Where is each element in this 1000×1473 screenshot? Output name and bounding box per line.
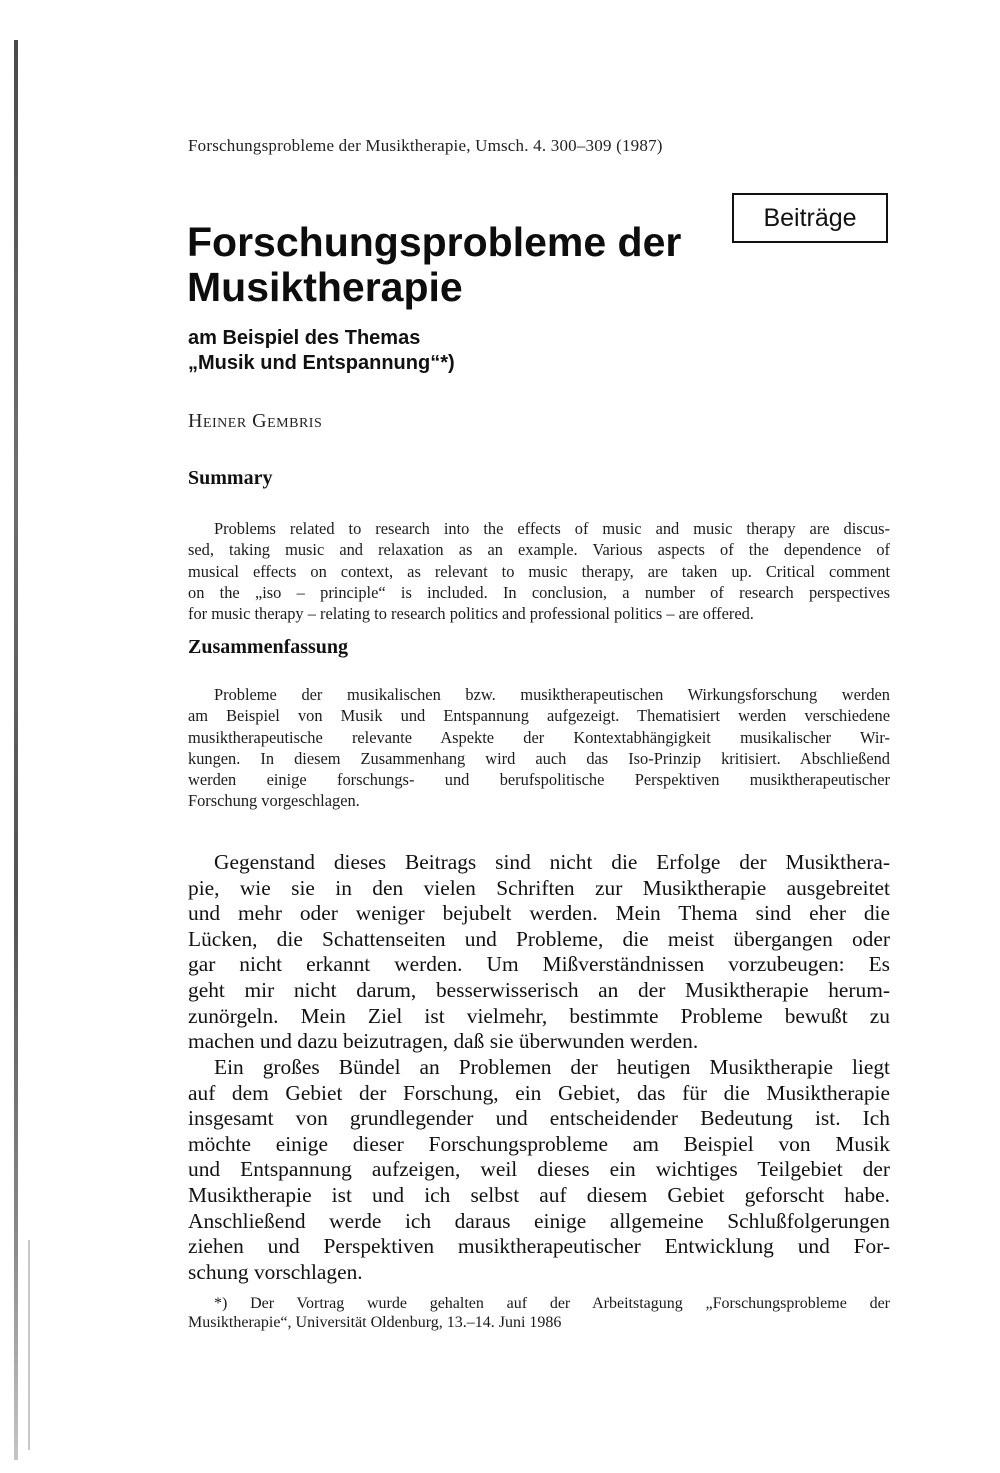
zusammenfassung-line: am Beispiel von Musik und Entspannung aufgezeigt. Thematisiert werden verschiedene — [188, 706, 890, 726]
body-paragraph-2 — [188, 1055, 890, 1285]
summary-line: sed, taking music and relaxation as an example. Various aspects of the dependence of — [188, 540, 890, 560]
article-title-line: Musiktherapie — [187, 264, 463, 310]
body-line: Lücken, die Schattenseiten und Probleme, die meist übergangen oder — [188, 926, 890, 951]
article-title-line: Forschungsprobleme der — [187, 219, 682, 265]
article-subtitle-line: am Beispiel des Themas — [188, 327, 421, 349]
body-line: Gegenstand dieses Beitrags sind nicht die Erfolge der Musikthera- — [214, 850, 890, 874]
body-line: und Entspannung aufzeigen, weil dieses ein wichtiges Teilgebiet der — [188, 1157, 890, 1182]
summary-heading: Summary — [188, 467, 273, 489]
body-line: insgesamt von grundlegender und entscheidender Bedeutung ist. Ich — [188, 1106, 890, 1131]
body-line: zunörgeln. Mein Ziel ist vielmehr, bestimmte Probleme bewußt zu — [188, 1003, 890, 1028]
zusammenfassung-line: werden einige forschungs- und berufspolitische Perspektiven musiktherapeutischer — [188, 770, 890, 790]
body-line: machen und dazu beizutragen, daß sie überwunden werden. — [188, 1029, 699, 1054]
summary-line: musical effects on context, as relevant to music therapy, are taken up. Critical comment — [188, 561, 890, 581]
body-line: pie, wie sie in den vielen Schriften zur Musiktherapie ausgebreitet — [188, 875, 890, 900]
body-line: Musiktherapie ist und ich selbst auf diesem Gebiet geforscht habe. — [188, 1182, 890, 1207]
zusammenfassung-text — [188, 684, 890, 812]
footnote-line: *) Der Vortrag wurde gehalten auf der Arbeitstagung „Forschungsprobleme der — [214, 1295, 890, 1312]
zusammenfassung-line: Probleme der musikalischen bzw. musiktherapeutischen Wirkungsforschung werden — [214, 685, 890, 704]
author-name: Heiner Gembris — [188, 410, 323, 432]
body-line: Anschließend werde ich daraus einige allgemeine Schlußfolgerungen — [188, 1208, 890, 1233]
article-subtitle — [188, 326, 455, 376]
running-head: Forschungsprobleme der Musiktherapie, Umsch. 4. 300–309 (1987) — [188, 136, 663, 155]
footnote — [188, 1294, 890, 1332]
zusammenfassung-heading: Zusammenfassung — [188, 636, 349, 658]
scan-edge-shadow-lower — [28, 1240, 30, 1450]
summary-line: Problems related to research into the effects of music and music therapy are discus- — [214, 519, 890, 538]
body-line: Ein großes Bündel an Problemen der heutigen Musiktherapie liegt — [214, 1055, 890, 1079]
article-title — [187, 220, 707, 310]
zusammenfassung-line: kungen. In diesem Zusammenhang wird auch das Iso-Prinzip kritisiert. Abschließend — [188, 748, 890, 768]
body-line: und mehr oder weniger bejubelt werden. Mein Thema sind eher die — [188, 901, 890, 926]
body-line: schung vorschlagen. — [188, 1259, 363, 1284]
scan-edge-shadow — [14, 40, 18, 1460]
article-subtitle-line: „Musik und Entspannung“*) — [188, 352, 455, 374]
summary-line: for music therapy – relating to research politics and professional politics – are offered. — [188, 604, 754, 624]
summary-text — [188, 518, 890, 624]
section-label-box: Beiträge — [732, 193, 888, 243]
body-line: ziehen und Perspektiven musiktherapeutischer Entwicklung und For- — [188, 1234, 890, 1259]
summary-line: on the „iso – principle“ is included. In conclusion, a number of research perspectives — [188, 582, 890, 602]
zusammenfassung-line: musiktherapeutische relevante Aspekte der Kontextabhängigkeit musikalischer Wir- — [188, 727, 890, 747]
body-paragraph-1 — [188, 850, 890, 1055]
body-line: möchte einige dieser Forschungsprobleme am Beispiel von Musik — [188, 1131, 890, 1156]
body-line: gar nicht erkannt werden. Um Mißverständnissen vorzubeugen: Es — [188, 952, 890, 977]
body-line: auf dem Gebiet der Forschung, ein Gebiet, das für die Musiktherapie — [188, 1080, 890, 1105]
zusammenfassung-line: Forschung vorgeschlagen. — [188, 791, 360, 811]
footnote-line: Musiktherapie“, Universität Oldenburg, 13.–14. Juni 1986 — [188, 1314, 562, 1331]
body-line: geht mir nicht darum, besserwisserisch an der Musiktherapie herum- — [188, 977, 890, 1002]
